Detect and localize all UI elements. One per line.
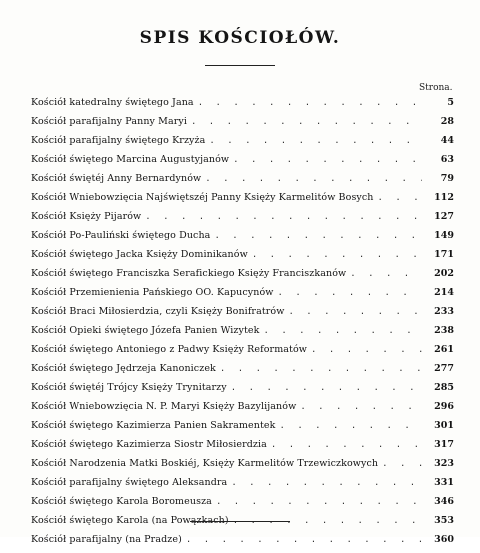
leader-dots (191, 117, 422, 127)
toc-entry-label: Kościół parafijalny świętego Aleksandra (31, 477, 228, 488)
toc-entry (31, 116, 454, 135)
leader-dots (233, 155, 422, 165)
toc-entry-page: 301 (434, 420, 454, 431)
leader-dots (252, 250, 422, 260)
toc-entry (31, 306, 454, 325)
toc-entry-label: Kościół Wniebowzięcia Najświętszéj Panny Księży Karmelitów Bosych (31, 192, 374, 203)
table-of-contents (31, 97, 454, 553)
leader-dots (264, 326, 423, 336)
toc-entry (31, 135, 454, 154)
page-title: SPIS KOŚCIOŁÓW. (139, 28, 341, 48)
toc-entry-page: 317 (434, 439, 454, 450)
toc-entry (31, 97, 454, 116)
toc-entry-page: 44 (440, 135, 454, 146)
toc-entry-label: Kościół Braci Miłosierdzia, czyli Księży Bonifratrów (31, 306, 285, 317)
toc-entry-label: Kościół świętego Franciszka Serafickiego Księży Franciszkanów (31, 268, 347, 279)
toc-entry-page: 112 (434, 192, 454, 203)
toc-entry-page: 233 (434, 306, 454, 317)
toc-entry (31, 249, 454, 268)
toc-entry-label: Kościół świętego Kazimierza Panien Sakramentek (31, 420, 276, 431)
toc-entry-label: Kościół świętego Marcina Augustyjanów (31, 154, 230, 165)
leader-dots (279, 421, 422, 431)
toc-entry-label: Kościół Po-Pauliński świętego Ducha (31, 230, 211, 241)
toc-entry-page: 346 (434, 496, 454, 507)
toc-entry (31, 401, 454, 420)
toc-entry (31, 230, 454, 249)
toc-entry (31, 154, 454, 173)
leader-dots (378, 193, 422, 203)
toc-entry-label: Kościół Księży Pijarów (31, 211, 142, 222)
toc-entry-label: Kościół Opieki świętego Józefa Panien Wizytek (31, 325, 260, 336)
toc-entry (31, 458, 454, 477)
leader-dots (271, 440, 422, 450)
toc-entry-label: Kościół świętego Karola Boromeusza (31, 496, 212, 507)
toc-entry-page: 5 (447, 97, 454, 108)
toc-entry (31, 173, 454, 192)
toc-entry-label: Kościół świętéj Trójcy Księży Trynitarzy (31, 382, 227, 393)
toc-entry-label: Kościół świętego Antoniego z Padwy Księży Reformatów (31, 344, 308, 355)
leader-dots (205, 174, 422, 184)
leader-dots (231, 478, 422, 488)
end-divider (190, 521, 290, 522)
toc-entry (31, 211, 454, 230)
toc-entry-label: Kościół świętego Jacka Księży Dominikanów (31, 249, 248, 260)
toc-entry-page: 171 (434, 249, 454, 260)
leader-dots (220, 364, 422, 374)
toc-entry-label: Kościół Wniebowzięcia N. P. Maryi Księży Bazylijanów (31, 401, 297, 412)
leader-dots (214, 231, 422, 241)
toc-entry-page: 277 (434, 363, 454, 374)
leader-dots (311, 345, 422, 355)
toc-entry (31, 515, 454, 534)
page-column-header: Strona. (419, 83, 453, 93)
toc-entry-page: 296 (434, 401, 454, 412)
toc-entry-label: Kościół parafijalny Panny Maryi (31, 116, 187, 127)
toc-entry-page: 285 (434, 382, 454, 393)
toc-entry (31, 477, 454, 496)
toc-entry-page: 353 (434, 515, 454, 526)
toc-entry-label: Kościół Narodzenia Matki Boskiéj, Księży Karmelitów Trzewiczkowych (31, 458, 379, 469)
toc-entry (31, 268, 454, 287)
toc-entry-page: 149 (434, 230, 454, 241)
toc-entry-label: Kościół parafijalny świętego Krzyża (31, 135, 206, 146)
toc-entry (31, 496, 454, 515)
toc-entry-page: 202 (434, 268, 454, 279)
leader-dots (145, 212, 422, 222)
toc-entry-label: Kościół świętego Karola (na Powązkach) (31, 515, 229, 526)
leader-dots (278, 288, 422, 298)
toc-entry-page: 127 (434, 211, 454, 222)
toc-entry (31, 382, 454, 401)
leader-dots (300, 402, 422, 412)
toc-entry-page: 63 (440, 154, 454, 165)
toc-entry (31, 325, 454, 344)
leader-dots (288, 307, 422, 317)
leader-dots (382, 459, 422, 469)
toc-entry (31, 363, 454, 382)
toc-entry (31, 287, 454, 306)
toc-entry-page: 261 (434, 344, 454, 355)
toc-entry (31, 439, 454, 458)
toc-entry-label: Kościół świętego Kazimierza Siostr Miłosierdzia (31, 439, 267, 450)
toc-entry-page: 360 (434, 534, 454, 545)
leader-dots (231, 383, 422, 393)
toc-entry (31, 420, 454, 439)
leader-dots (350, 269, 422, 279)
leader-dots (198, 98, 422, 108)
toc-entry-page: 28 (440, 116, 454, 127)
toc-entry-label: Kościół parafijalny (na Pradze) (31, 534, 182, 545)
toc-entry-label: Kościół Przemienienia Pańskiego OO. Kapucynów (31, 287, 274, 298)
toc-entry-page: 79 (440, 173, 454, 184)
toc-entry-label: Kościół katedralny świętego Jana (31, 97, 194, 108)
leader-dots (209, 136, 422, 146)
title-divider (205, 65, 275, 66)
toc-entry (31, 192, 454, 211)
toc-entry-label: Kościół świętéj Anny Bernardynów (31, 173, 202, 184)
toc-entry-page: 323 (434, 458, 454, 469)
toc-entry-page: 331 (434, 477, 454, 488)
toc-entry-label: Kościół świętego Jędrzeja Kanoniczek (31, 363, 216, 374)
toc-entry (31, 344, 454, 363)
leader-dots (216, 497, 422, 507)
toc-entry-page: 238 (434, 325, 454, 336)
toc-entry-page: 214 (434, 287, 454, 298)
